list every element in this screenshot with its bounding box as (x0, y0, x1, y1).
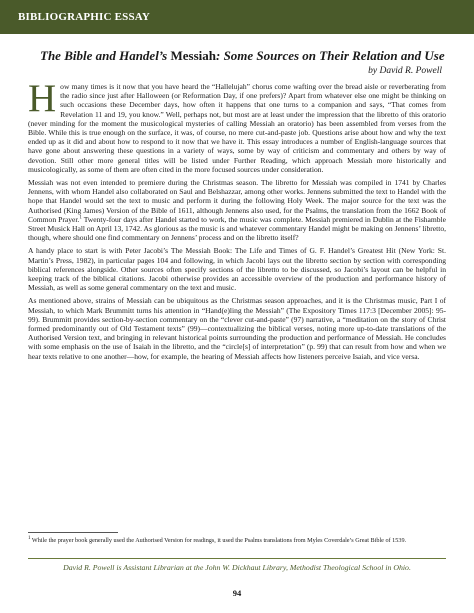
article-title (40, 48, 444, 64)
footer-divider (28, 558, 446, 559)
paragraph-2b-text: Twenty-four days after Handel started to work, the music was complete. Messiah premiered in Dublin at the Fishamble Street Musick Hall on April 13, 1742. As glorious as the music is and whatever commentary Handel might be making on Jennens’ libretto, though, where should one find commentary on Jennens’ process and on the libretto itself? (28, 214, 447, 243)
paragraph-2-text: Messiah was not even intended to premiere during the Christmas season. The libretto for Messiah was compiled in 1741 by Charles Jennens, with whom Handel also collaborated on Saul and Belshazzar, among other works. Jennens submitted the text to Handel with the hope that Handel would set the text to music and perform it during the following Holy Week. The major source for the text was the Authorised (King James) Version of the Bible of 1611, although Jennens also used, for the Psalms, the translation from the 1662 Book of Common Prayer. (28, 178, 446, 224)
footnote-divider (28, 532, 118, 533)
footnote-text: While the prayer book generally used the Authorised Version for readings, it used the Psalms translations from Myles Coverdale’s Great Bible of 1539. (30, 537, 407, 544)
drop-cap: H (28, 77, 57, 120)
title-part-1: The Bible and Handel’s (40, 48, 171, 63)
paragraph-4: As mentioned above, strains of Messiah can be ubiquitous as the Christmas season approaches, and it is the Christmas music, Part I of Messiah, to which Mark Brummitt turns his attention in “Hand(e)ling the Messiah” (The Expository Times 117:3 [December 2005]: 95-99). Brummitt provides section-by-section commentary on the “clever cut-and-paste” (97) narrative, a “meditation on the story of Christ formed predominantly out of Old Testament texts” (99)—contextualizing the biblical verses, noting more up-to-date translations of the Authorised Version text, and bringing in relevant historical points surrounding the production and performance of Messiah. He concludes with some emphasis on the use of Isaiah in the libretto, and the “circle[s] of interpretation” (p. 99) that can result from how and when we hear texts relative to one another—how, for example, the hearing of Messiah affects how listeners perceive Isaiah, and vice versa. (28, 296, 446, 361)
byline: by David R. Powell (368, 66, 442, 76)
section-label: BIBLIOGRAPHIC ESSAY (18, 11, 151, 23)
paragraph-1-text: ow many times is it now that you have heard the “Hallelujah” chorus come wafting over the bread aisle or reverberating from the radio since just after Halloween (or Reformation Day, if one prefers)? Apart from whatever else one might be thinking on such occasions these December days, how often it happens that one turns to a companion and says, “That comes from Revelation 11 and 19, you know.” Well, perhaps not, but most are at least under the impression that the libretto of this oratorio (never minding for the moment the musicological mysteries of calling Messiah an oratorio) has been assembled from verses from the Bible. While this is true enough on the surface, it was, of course, no mere cut-and-paste job. Questions arise about how and why the text ended up as it did and about how to respond to it now that we have it. This essay introduces a number of English-language sources that have gone about answering these questions in a variety of ways, some by way of criticism and commentary and others by way of devotion. Still other more general titles will be listed under Further Reading, which approach Messiah more historically and musicologically, as some of them are often cited in the more focused sources under consideration. (28, 82, 446, 174)
paragraph-1 (28, 77, 446, 174)
title-part-3: : Some Sources on Their Relation and Use (215, 48, 445, 63)
footnote-ref: 1 (79, 215, 82, 221)
footnote-mark: 1 (28, 535, 31, 541)
author-note: David R. Powell is Assistant Librarian at the John W. Dickhaut Library, Methodist Theological School in Ohio. (63, 563, 411, 572)
paragraph-3: A handy place to start is with Peter Jacobi’s The Messiah Book: The Life and Times of G. F. Handel’s Greatest Hit (New York: St. Martin’s Press, 1982), in particular pages 104 and following, in which Jacobi lays out the libretto section by section with corresponding biblical references alongside. Other sources often specify sections of the libretto to be discussed, so Jacobi’s layout can be helpful in keeping track of the biblical citations. Jacobi otherwise provides an accessible overview of the production and performance history of Messiah, as well as some general commentary on the text and music. (28, 246, 446, 293)
article-body (28, 77, 447, 365)
title-messiah: Messiah (170, 48, 216, 63)
page-number: 94 (232, 588, 242, 598)
section-banner (0, 0, 474, 34)
paragraph-2 (28, 178, 446, 242)
footnote (28, 537, 446, 545)
